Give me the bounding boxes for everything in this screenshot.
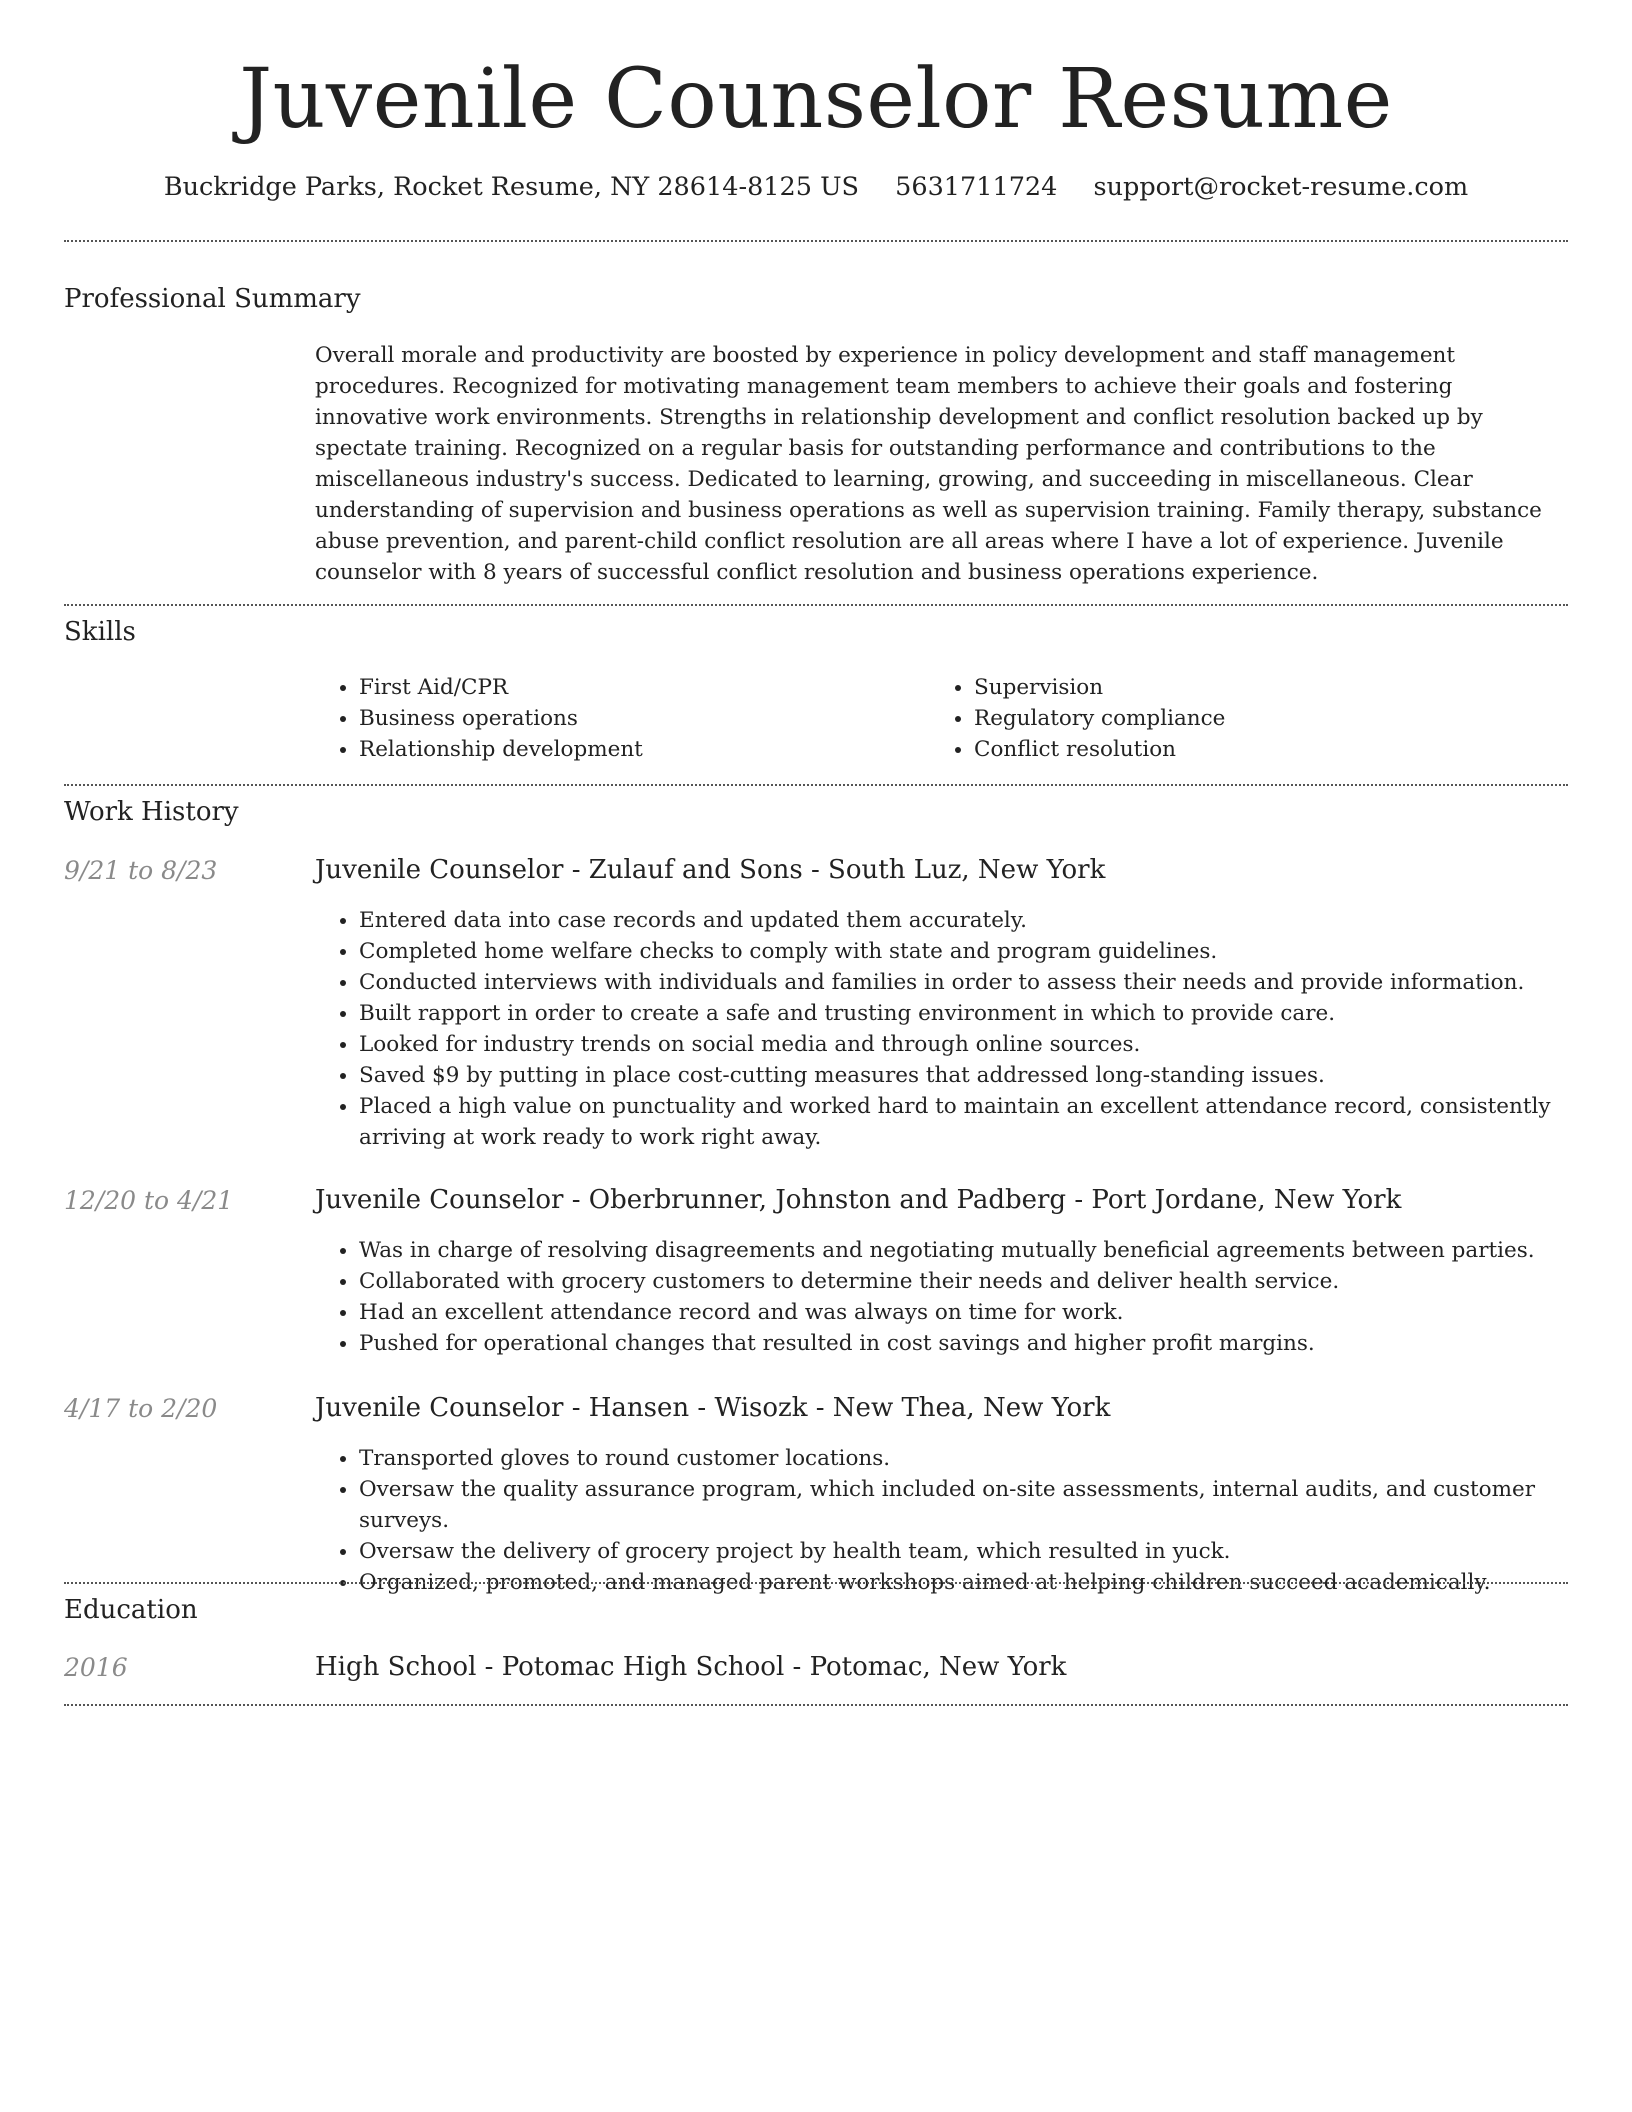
education-heading: Education xyxy=(64,1595,198,1625)
contact-email: support@rocket-resume.com xyxy=(1093,172,1469,202)
summary-text: Overall morale and productivity are boosted by experience in policy development and staff management procedures. Recognized for motivating management team members to achieve their goals and fostering innovative work environments. Strengths in relationship development and conflict resolution backed up by spectate training. Recognized on a regular basis for outstanding performance and contributions to the miscellaneous industry's success. Dedicated to learning, growing, and succeeding in miscellaneous. Clear understanding of supervision and business operations as well as supervision training. Family therapy, substance abuse prevention, and parent-child conflict resolution are all areas where I have a lot of experience. Juvenile counselor with 8 years of successful conflict resolution and business operations experience. xyxy=(315,343,1542,585)
duty-item: • Had an excellent attendance record and was always on time for work. xyxy=(359,1297,1570,1328)
duty-item: • Entered data into case records and updated them accurately. xyxy=(359,905,1570,936)
divider xyxy=(64,1582,1568,1584)
duty-item: • Oversaw the quality assurance program, which included on-site assessments, internal audits, and customer surveys. xyxy=(359,1474,1570,1536)
work-heading: Work History xyxy=(64,797,239,827)
skill-item: • Business operations xyxy=(359,703,915,734)
divider xyxy=(64,784,1568,786)
summary-heading: Professional Summary xyxy=(64,284,361,314)
job-title: Juvenile Counselor - Hansen - Wisozk - New Thea, New York xyxy=(315,1393,1111,1423)
duty-item: • Transported gloves to round customer locations. xyxy=(359,1443,1570,1474)
divider xyxy=(64,1704,1568,1706)
contact-address: Buckridge Parks, Rocket Resume, NY 28614-8125 US xyxy=(163,172,860,202)
duty-item: • Pushed for operational changes that resulted in cost savings and higher profit margins. xyxy=(359,1328,1570,1359)
duty-item: • Was in charge of resolving disagreements and negotiating mutually beneficial agreements between parties. xyxy=(359,1235,1570,1266)
job-title: Juvenile Counselor - Zulauf and Sons - South Luz, New York xyxy=(315,855,1106,885)
contact-phone: 5631711724 xyxy=(895,172,1058,202)
skills-list-right xyxy=(930,672,1530,765)
duty-item: • Built rapport in order to create a safe and trusting environment in which to provide care. xyxy=(359,998,1570,1029)
job-dates: 12/20 to 4/21 xyxy=(64,1186,234,1215)
education-title: High School - Potomac High School - Potomac, New York xyxy=(315,1652,1067,1682)
job-duties xyxy=(315,1235,1570,1359)
skills-heading: Skills xyxy=(64,617,136,647)
skills-list-left xyxy=(315,672,915,765)
skill-item: • Relationship development xyxy=(359,734,915,765)
duty-item: • Saved $9 by putting in place cost-cutting measures that addressed long-standing issues. xyxy=(359,1060,1570,1091)
job-dates: 4/17 to 2/20 xyxy=(64,1394,218,1423)
skill-item: • Regulatory compliance xyxy=(974,703,1530,734)
contact-line xyxy=(64,172,1568,202)
duty-item: • Looked for industry trends on social media and through online sources. xyxy=(359,1029,1570,1060)
duty-item: • Collaborated with grocery customers to determine their needs and deliver health service. xyxy=(359,1266,1570,1297)
skill-item: • Supervision xyxy=(974,672,1530,703)
skill-item: • First Aid/CPR xyxy=(359,672,915,703)
duty-item: • Completed home welfare checks to comply with state and program guidelines. xyxy=(359,936,1570,967)
job-title: Juvenile Counselor - Oberbrunner, Johnston and Padberg - Port Jordane, New York xyxy=(315,1185,1402,1215)
job-duties xyxy=(315,905,1570,1153)
job-duties xyxy=(315,1443,1570,1598)
skill-item: • Conflict resolution xyxy=(974,734,1530,765)
education-year: 2016 xyxy=(64,1653,128,1682)
duty-item: • Organized, promoted, and managed parent workshops aimed at helping children succeed academically. xyxy=(359,1567,1570,1598)
divider xyxy=(64,604,1568,606)
resume-title: Juvenile Counselor Resume xyxy=(239,52,1393,147)
duty-item: • Conducted interviews with individuals and families in order to assess their needs and provide information. xyxy=(359,967,1570,998)
duty-item: • Placed a high value on punctuality and worked hard to maintain an excellent attendance record, consistently arriving at work ready to work right away. xyxy=(359,1091,1570,1153)
divider xyxy=(64,240,1568,242)
duty-item: • Oversaw the delivery of grocery project by health team, which resulted in yuck. xyxy=(359,1536,1570,1567)
job-dates: 9/21 to 8/23 xyxy=(64,856,218,885)
